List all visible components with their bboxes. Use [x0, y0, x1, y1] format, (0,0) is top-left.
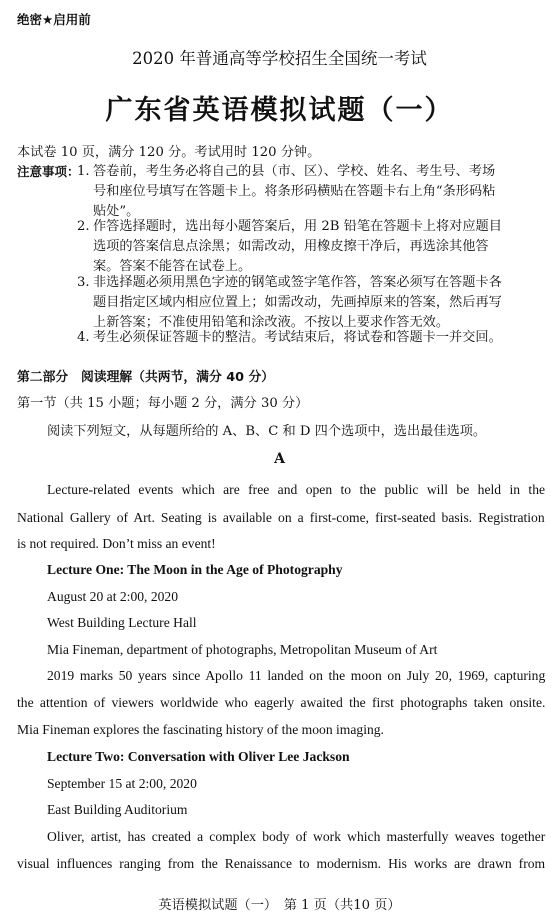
passage-line: Mia Fineman explores the fascinating history of the moon imaging. [17, 722, 384, 737]
paper-title: 广东省英语模拟试题（一） [105, 95, 454, 126]
note-line: 题目指定区域内相应位置上；如需改动，先画掉原来的答案，然后再写 [93, 295, 502, 310]
note-line: 非选择题必须用黑色字迹的钢笔或签字笔作答，答案必须写在答题卡各 [93, 275, 502, 290]
exam-title: 2020 年普通高等学校招生全国统一考试 [132, 49, 427, 68]
note-number: 3. [77, 275, 90, 290]
passage-label: A [274, 451, 285, 467]
note-line: 作答选择题时，选出每小题答案后，用 2B 铅笔在答题卡上将对应题目 [93, 219, 502, 234]
page-footer: 英语模拟试题（一） 第 1 页（共10 页） [158, 898, 401, 913]
note-line: 号和座位号填写在答题卡上。将条形码横贴在答题卡右上角“条形码粘 [93, 184, 496, 199]
confidential-mark: 绝密★启用前 [17, 12, 91, 27]
passage-line: the attention of viewers worldwide who eagerly awaited the first photographs taken onsite. [17, 695, 546, 710]
note-number: 4. [77, 330, 90, 345]
passage-line: West Building Lecture Hall [47, 615, 197, 630]
lecture-one-heading: Lecture One: The Moon in the Age of Photography [47, 562, 343, 577]
note-line: 贴处”。 [93, 204, 140, 219]
note-line: 答卷前，考生务必将自己的县（市、区）、学校、姓名、考生号、考场 [93, 164, 496, 179]
note-number: 1. [77, 164, 90, 179]
passage-line: Lecture-related events which are free and open to the public will be held in the [47, 482, 546, 497]
note-line: 选项的答案信息点涂黑；如需改动，用橡皮擦干净后，再选涂其他答 [93, 239, 489, 254]
passage-line: Oliver, artist, has created a complex body of work which masterfully weaves together [47, 829, 546, 844]
lecture-two-heading: Lecture Two: Conversation with Oliver Lee Jackson [47, 749, 350, 764]
note-line: 上新答案；不准使用铅笔和涂改液。不按以上要求作答无效。 [93, 315, 450, 330]
passage-line: visual influences ranging from the Renaissance to modernism. His works are drawn from [17, 856, 546, 871]
passage-line: August 20 at 2:00, 2020 [47, 589, 179, 604]
reading-directions: 阅读下列短文，从每题所给的 A、B、C 和 D 四个选项中，选出最佳选项。 [47, 424, 487, 439]
passage-line: 2019 marks 50 years since Apollo 11 landed on the moon on July 20, 1969, capturing [47, 668, 546, 683]
passage-line: Mia Fineman, department of photographs, Metropolitan Museum of Art [47, 642, 438, 657]
note-line: 案。答案不能答在试卷上。 [93, 259, 252, 274]
note-line: 考生必须保证答题卡的整洁。考试结束后，将试卷和答题卡一并交回。 [93, 330, 502, 345]
passage-line: National Gallery of Art. Seating is available on a first-come, first-seated basis. Registration [17, 510, 545, 525]
note-number: 2. [77, 219, 90, 234]
notes-label: 注意事项： [17, 164, 80, 179]
passage-line: September 15 at 2:00, 2020 [47, 776, 197, 791]
section-one-heading: 第一节（共 15 小题；每小题 2 分，满分 30 分） [17, 396, 309, 411]
passage-line: is not required. Don’t miss an event! [17, 536, 216, 551]
passage-line: East Building Auditorium [47, 802, 188, 817]
part-two-heading: 第二部分 阅读理解（共两节，满分 40 分） [17, 370, 275, 385]
paper-info: 本试卷 10 页，满分 120 分。考试用时 120 分钟。 [17, 145, 321, 160]
